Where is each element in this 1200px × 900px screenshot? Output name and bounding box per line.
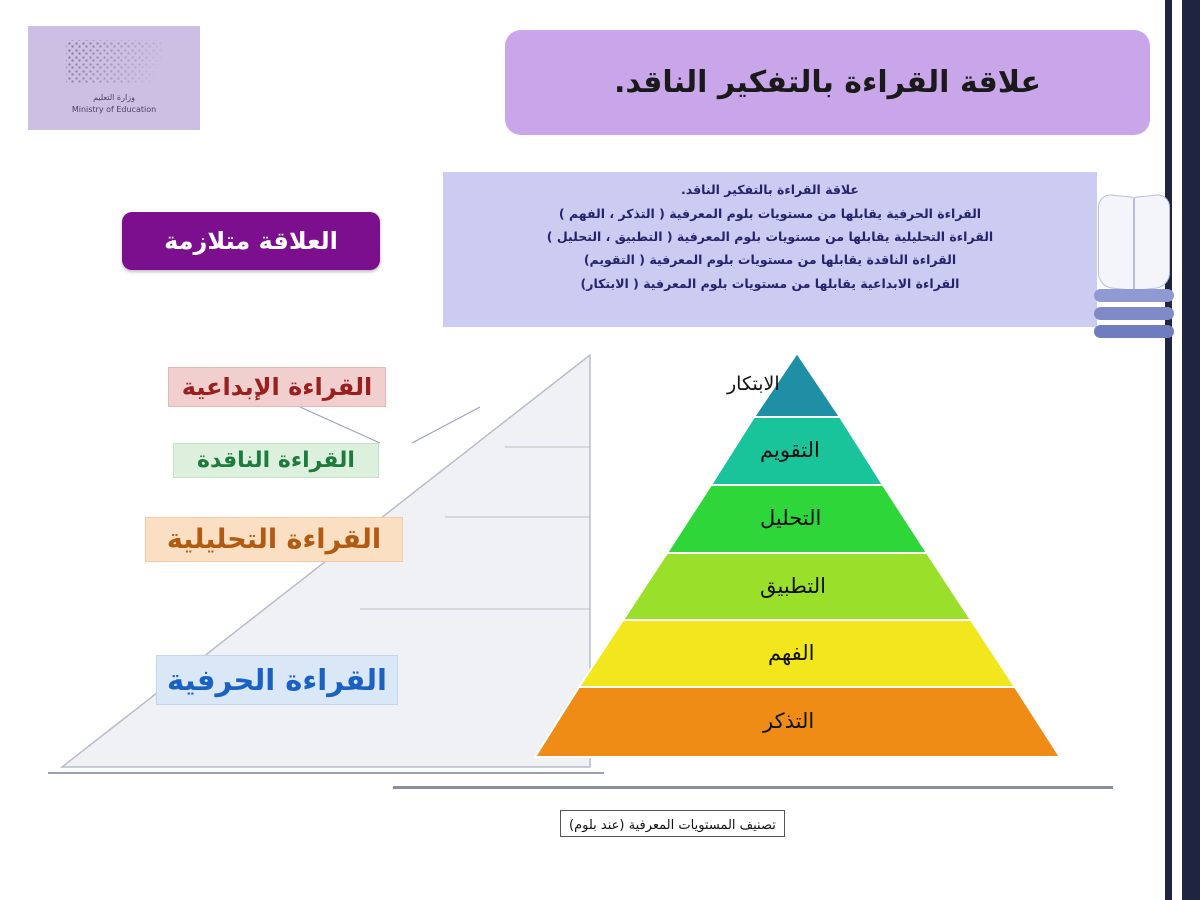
logo-caption [72, 92, 156, 115]
bloom-level-label: التحليل [760, 506, 822, 530]
bloom-level-label: التطبيق [760, 574, 826, 598]
reading-level-creative: القراءة الإبداعية [168, 367, 386, 407]
slide-edge-gap [1172, 0, 1182, 900]
book-band [1094, 325, 1174, 338]
slide-edge-accent [1165, 0, 1172, 900]
slide-edge-bar [1182, 0, 1200, 900]
triangle-baseline [48, 772, 604, 774]
note-line: القراءة الابداعية يقابلها من مستويات بلوم المعرفية ( الابتكار) [580, 275, 960, 291]
logo-mark-icon [66, 40, 162, 84]
pyramid-caption [560, 810, 785, 837]
reading-level-critical: القراءة الناقدة [173, 443, 379, 478]
slide-title-banner [505, 30, 1150, 135]
logo-dots-icon [66, 40, 162, 84]
note-heading: علاقة القراءة بالتفكير الناقد. [681, 182, 859, 197]
book-page-right [1134, 193, 1170, 291]
logo-caption-en: Ministry of Education [71, 105, 157, 114]
note-block [443, 172, 1097, 327]
reading-level-analytic: القراءة التحليلية [145, 517, 403, 562]
bloom-level-label: التقويم [760, 438, 820, 462]
note-line: القراءة التحليلية يقابلها من مستويات بلوم المعرفية ( التطبيق ، التحليل ) [546, 229, 994, 245]
pyramid-baseline [393, 786, 1113, 789]
book-page-left [1098, 193, 1134, 291]
reading-level-literal: القراءة الحرفية [156, 655, 398, 705]
book-band [1094, 307, 1174, 320]
bloom-level-label: التذكر [763, 709, 815, 733]
bloom-pyramid [495, 345, 1100, 775]
logo-caption-ar: وزارة التعليم [93, 93, 135, 103]
note-line: القراءة الناقدة يقابلها من مستويات بلوم المعرفية ( التقويم) [583, 252, 957, 268]
bloom-level-label: الفهم [768, 641, 815, 665]
page-title: علاقة القراءة بالتفكير الناقد. [614, 65, 1041, 100]
open-book-icon [1090, 185, 1182, 360]
note-line: القراءة الحرفية يقابلها من مستويات بلوم المعرفية ( التذكر ، الفهم ) [558, 206, 982, 222]
book-band [1094, 289, 1174, 302]
pyramid-caption-text: تصنيف المستويات المعرفية (عند بلوم) [569, 818, 776, 833]
bloom-level-label: الابتكار [727, 373, 780, 395]
ministry-logo [28, 26, 200, 130]
relation-chip [122, 212, 380, 270]
relation-chip-label: العلاقة متلازمة [164, 227, 338, 255]
